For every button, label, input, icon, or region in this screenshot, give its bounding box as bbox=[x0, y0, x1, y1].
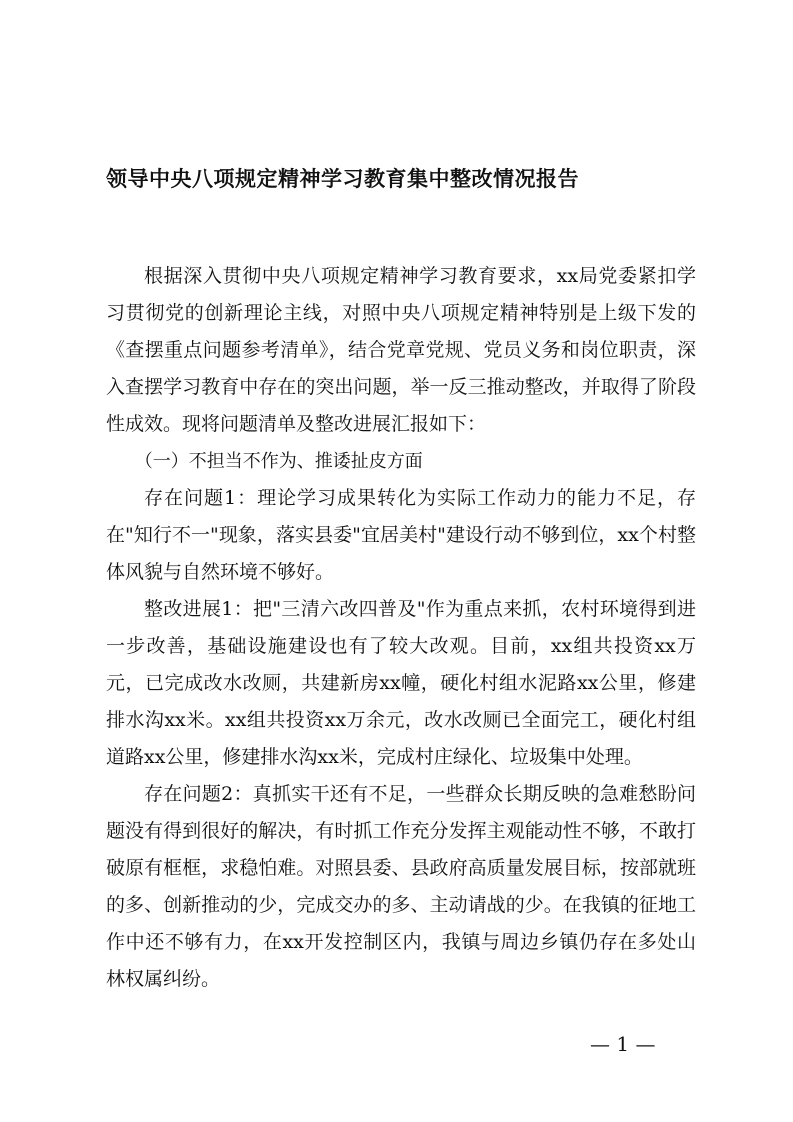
page-number: — 1 — bbox=[590, 1032, 656, 1056]
progress-1-paragraph: 整改进展1：把"三清六改四普及"作为重点来抓，农村环境得到进一步改善，基础设施建设也有了较大改观。目前，xx组共投资xx万元，已完成改水改厕，共建新房xx幢，硬化村组水泥路xx公里，修建排水沟xx米。xx组共投资xx万余元，改水改厕已全面完工，硬化村组道路xx公里，修建排水沟xx米，完成村庄绿化、垃圾集中处理。 bbox=[106, 598, 696, 768]
document-title: 领导中央八项规定精神学习教育集中整改情况报告 bbox=[106, 167, 579, 191]
problem-2-paragraph: 存在问题2：真抓实干还有不足，一些群众长期反映的急难愁盼问题没有得到很好的解决，有时抓工作充分发挥主观能动性不够，不敢打破原有框框，求稳怕难。对照县委、县政府高质量发展目标，按部就班的多、创新推动的少，完成交办的多、主动请战的少。在我镇的征地工作中还不够有力，在xx开发控制区内，我镇与周边乡镇仍存在多处山林权属纠纷。 bbox=[106, 783, 696, 990]
document-body bbox=[106, 258, 696, 998]
section-heading: （一）不担当不作为、推诿扯皮方面 bbox=[134, 451, 423, 472]
problem-1-paragraph: 存在问题1：理论学习成果转化为实际工作动力的能力不足，存在"知行不一"现象，落实县委"宜居美村"建设行动不够到位，xx个村整体风貌与自然环境不够好。 bbox=[106, 487, 696, 583]
intro-paragraph: 根据深入贯彻中央八项规定精神学习教育要求，xx局党委紧扣学习贯彻党的创新理论主线，对照中央八项规定精神特别是上级下发的《查摆重点问题参考清单》，结合党章党规、党员义务和岗位职责，深入查摆学习教育中存在的突出问题，举一反三推动整改，并取得了阶段性成效。现将问题清单及整改进展汇报如下： bbox=[106, 265, 696, 435]
